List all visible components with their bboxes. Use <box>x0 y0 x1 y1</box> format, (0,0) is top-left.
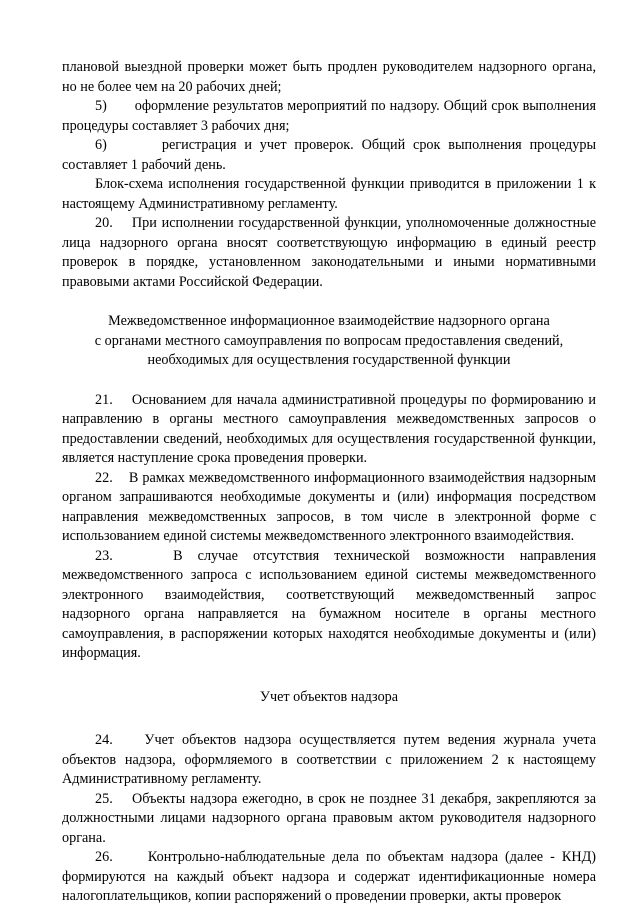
paragraph-continuation: плановой выездной проверки может быть продлен руководителем надзорного органа, но не более чем на 20 рабочих дней; <box>62 59 596 95</box>
heading-line: необходимых для осуществления государственной функции <box>147 352 511 368</box>
paragraph-20: 20. При исполнении государственной функции, уполномоченные должностные лица надзорного органа вносят соответствующую информацию в единый реестр проверок в порядке, установленном законодательными и иными нормативными правовыми актами Российской Федерации. <box>62 215 596 290</box>
heading-line: с органами местного самоуправления по вопросам предоставления сведений, <box>94 332 564 349</box>
paragraph-24: 24. Учет объектов надзора осуществляется путем ведения журнала учета объектов надзора, оформляемого в соответствии с приложением 2 к настоящему Административному регламенту. <box>62 732 596 787</box>
paragraph-23: 23. В случае отсутствия технической возможности направления межведомственного запроса с использованием единой системы межведомственного электронного взаимодействия, соответствующий межведомственный запрос надзорного органа направляется на бумажном носителе в органы местного самоуправления, в распоряжении которых находятся необходимые документы и (или) информация. <box>62 547 596 661</box>
paragraph-flowchart: Блок-схема исполнения государственной функции приводится в приложении 1 к настоящему Административному регламенту. <box>62 176 596 212</box>
section-heading-interagency <box>62 312 596 371</box>
paragraph-item-5: 5) оформление результатов мероприятий по надзору. Общий срок выполнения процедуры составляет 3 рабочих дня; <box>62 98 596 134</box>
section-heading-objects <box>62 688 596 708</box>
paragraph-item-6: 6) регистрация и учет проверок. Общий срок выполнения процедуры составляет 1 рабочий день. <box>62 137 596 173</box>
paragraph-21: 21. Основанием для начала административной процедуры по формированию и направлению в органы местного самоуправления межведомственных запросов о предоставлении сведений, необходимых для осуществления государственной функции, является наступление срока проведения проверки. <box>62 391 596 466</box>
paragraph-22: 22. В рамках межведомственного информационного взаимодействия надзорным органом запрашиваются необходимые документы и (или) информация посредством направления межведомственных запросов, в том числе в электронной форме с использованием единой системы межведомственного электронного взаимодействия. <box>62 469 596 544</box>
heading-line: Учет объектов надзора <box>259 688 399 705</box>
heading-line: Межведомственное информационное взаимодействие надзорного органа <box>108 313 550 329</box>
paragraph-25: 25. Объекты надзора ежегодно, в срок не позднее 31 декабря, закрепляются за должностными лицами надзорного органа правовым актом руководителя надзорного органа. <box>62 790 596 846</box>
document-body <box>62 58 596 907</box>
paragraph-26: 26. Контрольно-наблюдательные дела по объектам надзора (далее - КНД) формируются на каждый объект надзора и содержат идентификационные номера налогоплательщиков, копии распоряжений о проведении проверки, акты проверок <box>62 849 596 904</box>
